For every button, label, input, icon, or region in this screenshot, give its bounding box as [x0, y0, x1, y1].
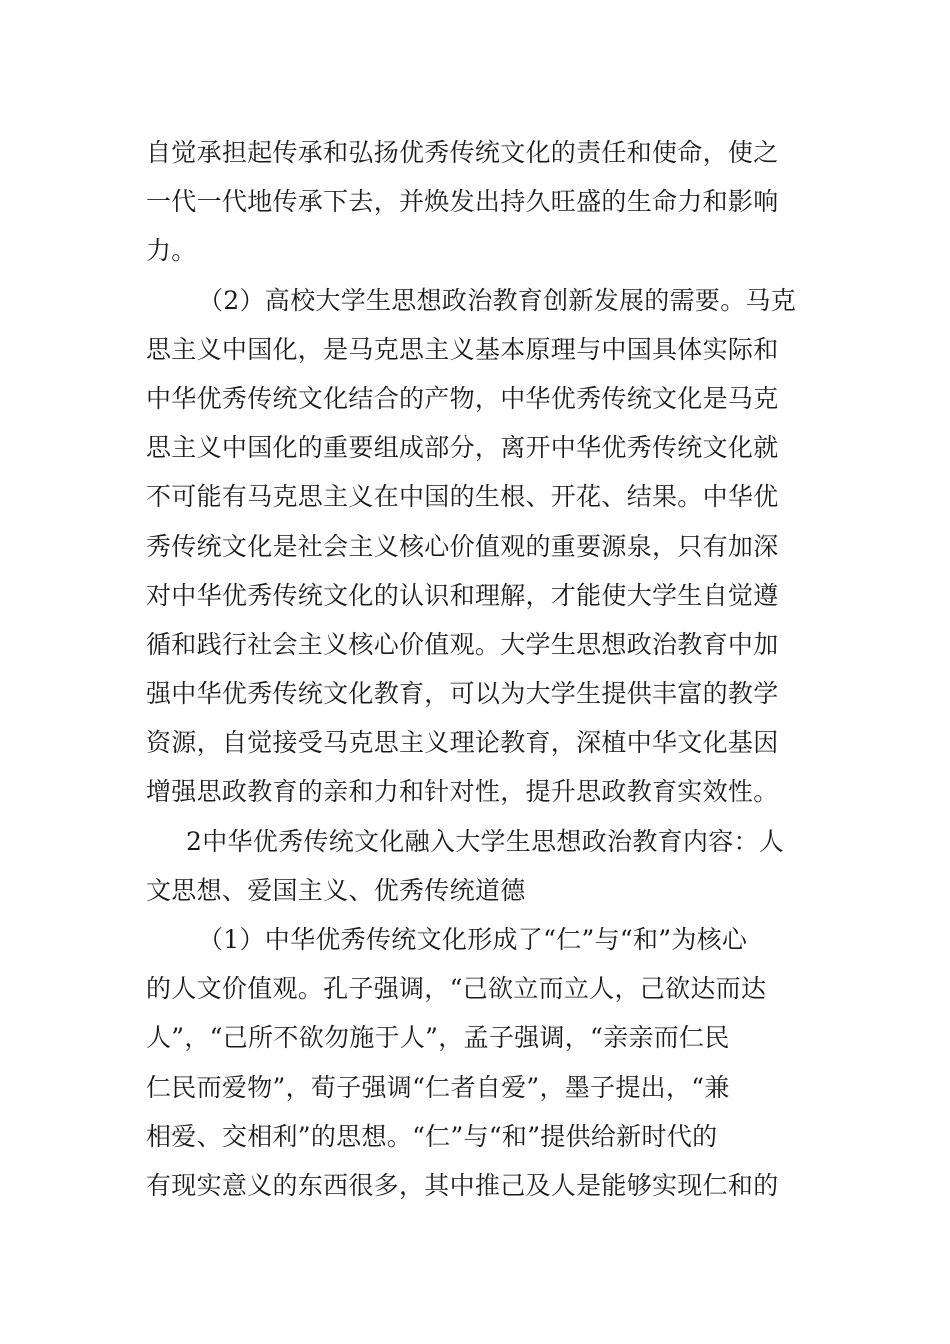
paragraph-heading-line: （1）中华优秀传统文化形成了“仁”与“和”为核心 [198, 925, 748, 954]
text-line: 力。 [146, 236, 197, 266]
text-line: 人”，“己所不欲勿施于人”，孟子强调，“亲亲而仁民 [146, 1023, 730, 1053]
text-line: 相爱、交相利”的思想。“仁”与“和”提供给新时代的 [146, 1121, 718, 1151]
text-line: 不可能有马克思主义在中国的生根、开花、结果。中华优 [146, 482, 779, 512]
text-line: 思主义中国化的重要组成部分，离开中华优秀传统文化就 [146, 433, 779, 463]
text-line: 资源，自觉接受马克思主义理论教育，深植中华文化基因 [146, 728, 779, 758]
text-line: 循和践行社会主义核心价值观。大学生思想政治教育中加 [146, 629, 779, 659]
text-line: 对中华优秀传统文化的认识和理解，才能使大学生自觉遵 [146, 580, 779, 610]
text-line: 的人文价值观。孔子强调，“己欲立而立人，己欲达而达 [146, 974, 767, 1004]
paragraph-heading-line: （2）高校大学生思想政治教育创新发展的需要。马克 [198, 285, 797, 315]
text-line: 强中华优秀传统文化教育，可以为大学生提供丰富的教学 [146, 679, 779, 709]
text-line: 自觉承担起传承和弘扬优秀传统文化的责任和使命，使之 [146, 138, 779, 167]
text-line: 中华优秀传统文化结合的产物，中华优秀传统文化是马克 [146, 383, 779, 413]
text-line: 一代一代地传承下去，并焕发出持久旺盛的生命力和影响 [146, 187, 779, 217]
text-line: 秀传统文化是社会主义核心价值观的重要源泉，只有加深 [146, 531, 779, 561]
text-line: 增强思政教育的亲和力和针对性，提升思政教育实效性。 [146, 777, 779, 807]
text-line: 仁民而爱物”，荀子强调“仁者自爱”，墨子提出，“兼 [146, 1072, 730, 1102]
text-line: 有现实意义的东西很多，其中推己及人是能够实现仁和的 [146, 1170, 779, 1200]
text-line: 思主义中国化，是马克思主义基本原理与中国具体实际和 [146, 334, 779, 364]
section-heading-line: 2中华优秀传统文化融入大学生思想政治教育内容：人 [186, 826, 785, 856]
section-heading-line: 文思想、爱国主义、优秀传统道德 [146, 875, 526, 905]
body-text [146, 128, 816, 1210]
